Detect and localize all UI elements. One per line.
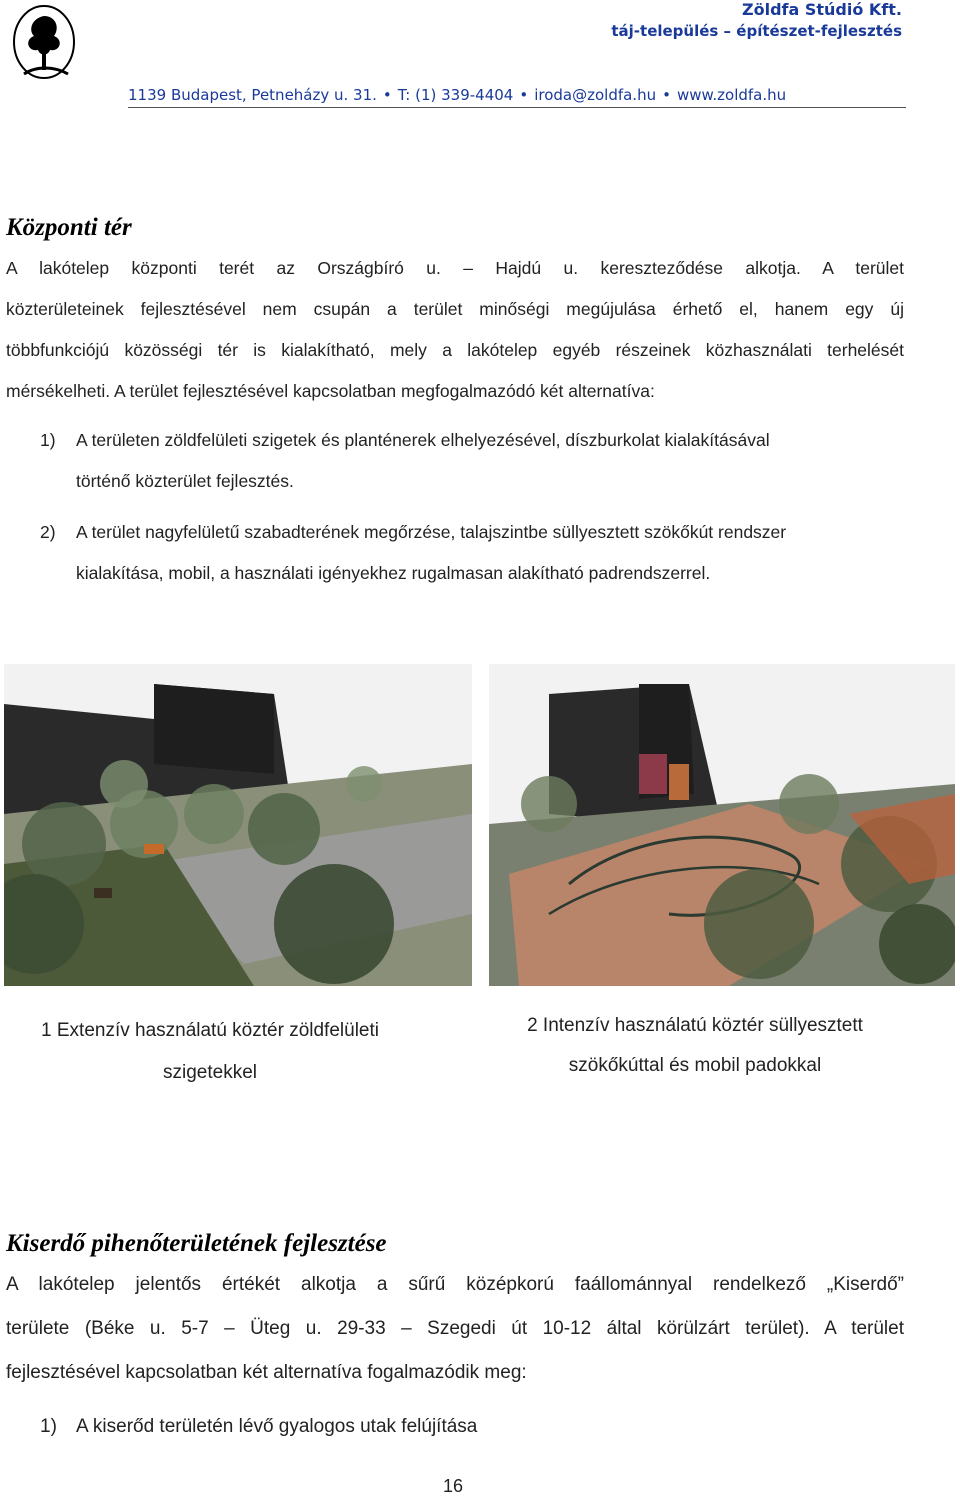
separator-dot: • [519,86,529,104]
website-link[interactable]: www.zoldfa.hu [676,86,787,104]
rendering-extensive-square [4,664,472,986]
paragraph-line: A lakótelep központi terét az Országbíró u. – Hajdú u. kereszteződése alkotja. A terület [6,258,904,278]
figure-caption-right: 2 Intenzív használatú köztér süllyesztett [527,1015,863,1036]
section-title-kozponti-ter: Központi tér [6,214,132,241]
paragraph-line: többfunkciójú közösségi tér is kialakítható, mely a lakótelep egyéb részeinek közhasználati terhelését [6,340,904,360]
list-item-line: A kiserőd területén lévő gyalogos utak felújítása [76,1416,478,1437]
company-name: Zöldfa Stúdió Kft. [741,0,902,19]
list-number: 1) [40,430,56,450]
company-tagline: táj-település – építészet-fejlesztés [611,22,902,40]
paragraph-line: A lakótelep jelentős értékét alkotja a sűrű középkorú faállománnyal rendelkező „Kiserdő” [6,1274,904,1295]
phone: T: (1) 339-4404 [397,86,514,104]
list-item-line: kialakítása, mobil, a használati igényekhez rugalmasan alakítható padrendszerrel. [76,563,711,583]
figure-caption-left: 1 Extenzív használatú köztér zöldfelületi [41,1020,379,1041]
contact-line [128,86,786,104]
address: 1139 Budapest, Petneházy u. 31. [128,86,377,104]
separator-dot: • [662,86,671,104]
paragraph-line: fejlesztésével kapcsolatban két alternatíva fogalmazódik meg: [6,1362,527,1383]
list-item-line: A területen zöldfelületi szigetek és planténerek elhelyezésével, díszburkolat kialakításával [76,430,770,450]
separator-dot: • [382,86,392,104]
list-item-line: történő közterület fejlesztés. [76,471,294,491]
list-number: 2) [40,522,56,542]
figure-caption-right: szökőkúttal és mobil padokkal [568,1055,822,1076]
paragraph-line: területe (Béke u. 5-7 – Üteg u. 29-33 – Szegedi út 10-12 által körülzárt terület). A terület [6,1318,904,1339]
header-rule [128,107,906,108]
rendering-intensive-square [489,664,955,986]
email-link[interactable]: iroda@zoldfa.hu [534,86,657,104]
paragraph-line: közterületeinek fejlesztésével nem csupán a terület minőségi megújulása érhető el, hanem egy új [6,299,904,319]
figure-caption-left: szigetekkel [163,1062,257,1083]
section-title-kiserdo: Kiserdő pihenőterületének fejlesztése [6,1230,387,1257]
paragraph-line: mérsékelheti. A terület fejlesztésével kapcsolatban megfogalmazódó két alternatíva: [6,381,655,401]
company-logo [10,4,80,84]
list-item-line: A terület nagyfelületű szabadterének megőrzése, talajszintbe süllyesztett szökőkút rendszer [76,522,787,542]
page-number: 16 [442,1476,464,1496]
list-number: 1) [40,1416,57,1437]
